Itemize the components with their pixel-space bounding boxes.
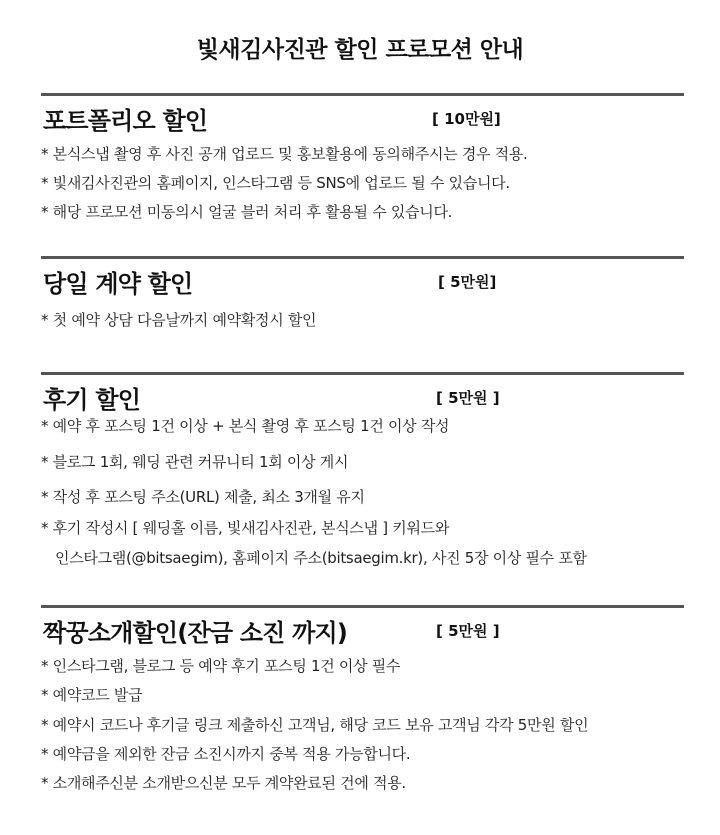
condition-item: * 소개해주신분 소개받으신분 모두 계약완료된 건에 적용.	[41, 774, 406, 792]
condition-item: * 작성 후 포스팅 주소(URL) 제출, 최소 3개월 유지	[41, 488, 365, 506]
section-heading: 포트폴리오 할인	[43, 107, 208, 135]
section-divider	[41, 372, 684, 375]
condition-item: * 인스타그램, 블로그 등 예약 후기 포스팅 1건 이상 필수	[41, 657, 401, 675]
condition-item: * 예약코드 발급	[41, 686, 143, 704]
discount-amount: [ 5만원 ]	[436, 622, 500, 640]
condition-item: * 예약 후 포스팅 1건 이상 + 본식 촬영 후 포스팅 1건 이상 작성	[41, 417, 450, 435]
section-divider	[41, 93, 684, 96]
condition-item	[41, 518, 587, 568]
section-portfolio-discount	[41, 93, 684, 233]
section-review-discount	[41, 372, 684, 582]
condition-item: * 빛새김사진관의 홈페이지, 인스타그램 등 SNS에 업로드 될 수 있습니다.	[41, 174, 510, 192]
section-same-day-contract-discount	[41, 256, 684, 346]
condition-item-text: * 후기 작성시 [ 웨딩홀 이름, 빛새김사진관, 본식스냅 ] 키워드와	[41, 519, 450, 537]
section-divider	[41, 256, 684, 259]
discount-amount: [ 10만원]	[432, 110, 501, 128]
discount-amount: [ 5만원 ]	[436, 389, 500, 407]
condition-item: * 본식스냅 촬영 후 사진 공개 업로드 및 홍보활용에 동의해주시는 경우 적용.	[41, 145, 528, 163]
condition-item: * 해당 프로모션 미동의시 얼굴 블러 처리 후 활용될 수 있습니다.	[41, 203, 453, 221]
condition-item: * 블로그 1회, 웨딩 관련 커뮤니티 1회 이상 게시	[41, 453, 349, 471]
condition-item: * 예약금을 제외한 잔금 소진시까지 중복 적용 가능합니다.	[41, 745, 411, 763]
condition-item: * 예약시 코드나 후기글 링크 제출하신 고객님, 해당 코드 보유 고객님 각각 5만원 할인	[41, 716, 589, 734]
section-heading: 짝꿍소개할인(잔금 소진 까지)	[43, 619, 348, 647]
section-heading: 당일 계약 할인	[43, 270, 193, 298]
discount-amount: [ 5만원]	[438, 273, 497, 291]
section-divider	[41, 605, 684, 608]
section-referral-discount	[41, 605, 684, 805]
section-heading: 후기 할인	[43, 386, 141, 414]
condition-item-continuation: 인스타그램(@bitsaegim), 홈페이지 주소(bitsaegim.kr), 사진 5장 이상 필수 포함	[55, 549, 587, 567]
page-title: 빛새김사진관 할인 프로모션 안내	[196, 37, 524, 63]
condition-item: * 첫 예약 상담 다음날까지 예약확정시 할인	[41, 311, 317, 329]
